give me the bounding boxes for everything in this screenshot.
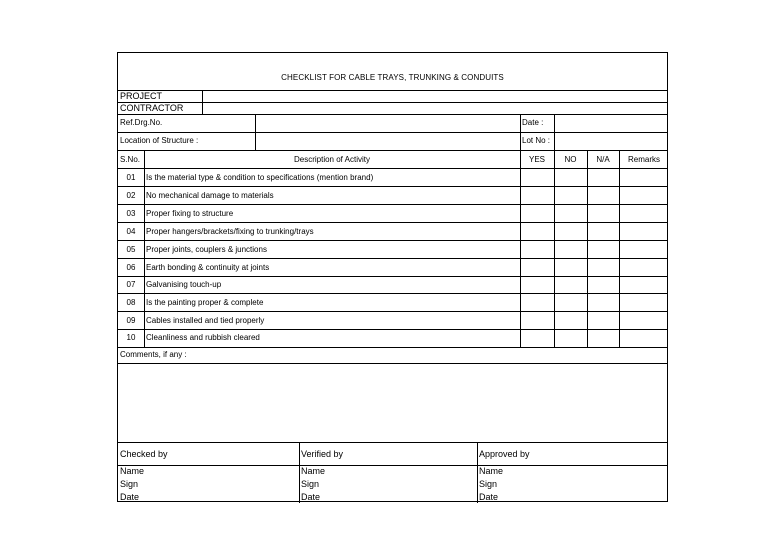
- row-description: Is the material type & condition to specifications (mention brand): [146, 173, 374, 182]
- col-header-na: N/A: [596, 155, 610, 164]
- verified-date-label: Date: [301, 492, 321, 502]
- approved-by-label: Approved by: [479, 449, 530, 459]
- row-divider: [118, 347, 667, 348]
- row-description: Is the painting proper & complete: [146, 298, 264, 307]
- checked-by-label: Checked by: [120, 449, 168, 459]
- divider: [118, 102, 667, 103]
- divider: [118, 90, 667, 91]
- row-description: Proper hangers/brackets/fixing to trunking/trays: [146, 227, 314, 236]
- row-description: Proper fixing to structure: [146, 209, 234, 218]
- row-number: 06: [126, 263, 136, 272]
- checked-date-label: Date: [120, 492, 140, 502]
- verified-by-label: Verified by: [301, 449, 344, 459]
- row-description: No mechanical damage to materials: [146, 191, 274, 200]
- row-divider: [118, 258, 667, 259]
- row-number: 02: [126, 191, 136, 200]
- project-label: PROJECT: [120, 91, 163, 101]
- divider: [118, 363, 667, 364]
- row-number: 10: [126, 333, 136, 342]
- divider: [520, 114, 521, 150]
- row-number: 07: [126, 280, 136, 289]
- form-title: CHECKLIST FOR CABLE TRAYS, TRUNKING & CONDUITS: [281, 73, 504, 82]
- divider: [118, 442, 667, 443]
- comments-label: Comments, if any :: [120, 350, 187, 359]
- column-divider: [619, 150, 620, 347]
- checklist-form: [117, 52, 668, 502]
- divider: [299, 442, 300, 503]
- col-header-description: Description of Activity: [293, 155, 371, 164]
- row-number: 01: [126, 173, 136, 182]
- row-divider: [118, 186, 667, 187]
- approved-name-label: Name: [479, 466, 504, 476]
- row-description: Cables installed and tied properly: [146, 316, 265, 325]
- column-divider: [554, 150, 555, 347]
- checked-name-label: Name: [120, 466, 145, 476]
- approved-date-label: Date: [479, 492, 499, 502]
- row-divider: [118, 222, 667, 223]
- divider: [255, 114, 256, 150]
- row-number: 08: [126, 298, 136, 307]
- divider: [118, 150, 667, 151]
- row-divider: [118, 293, 667, 294]
- divider: [477, 442, 478, 503]
- row-description: Galvanising touch-up: [146, 280, 222, 289]
- checked-sign-label: Sign: [120, 479, 139, 489]
- column-divider: [587, 150, 588, 347]
- row-divider: [118, 329, 667, 330]
- row-divider: [118, 240, 667, 241]
- divider: [118, 168, 667, 169]
- verified-name-label: Name: [301, 466, 326, 476]
- column-divider: [520, 150, 521, 347]
- col-header-sno: S.No.: [120, 155, 141, 164]
- divider: [118, 132, 667, 133]
- row-description: Proper joints, couplers & junctions: [146, 245, 267, 254]
- col-header-remarks: Remarks: [627, 155, 660, 164]
- lot-label: Lot No :: [522, 136, 551, 145]
- divider: [118, 465, 667, 466]
- date-label: Date :: [522, 118, 544, 127]
- approved-sign-label: Sign: [479, 479, 498, 489]
- col-header-no: NO: [564, 155, 577, 164]
- row-divider: [118, 311, 667, 312]
- divider: [202, 90, 203, 114]
- divider: [118, 114, 667, 115]
- row-number: 09: [126, 316, 136, 325]
- col-header-yes: YES: [528, 155, 545, 164]
- row-number: 05: [126, 245, 136, 254]
- row-number: 03: [126, 209, 136, 218]
- row-number: 04: [126, 227, 136, 236]
- row-description: Cleanliness and rubbish cleared: [146, 333, 260, 342]
- row-description: Earth bonding & continuity at joints: [146, 263, 270, 272]
- divider: [554, 114, 555, 150]
- contractor-label: CONTRACTOR: [120, 103, 184, 113]
- location-label: Location of Structure :: [120, 136, 199, 145]
- verified-sign-label: Sign: [301, 479, 320, 489]
- column-divider: [144, 150, 145, 347]
- row-divider: [118, 204, 667, 205]
- row-divider: [118, 276, 667, 277]
- ref-drg-label: Ref.Drg.No.: [120, 118, 163, 127]
